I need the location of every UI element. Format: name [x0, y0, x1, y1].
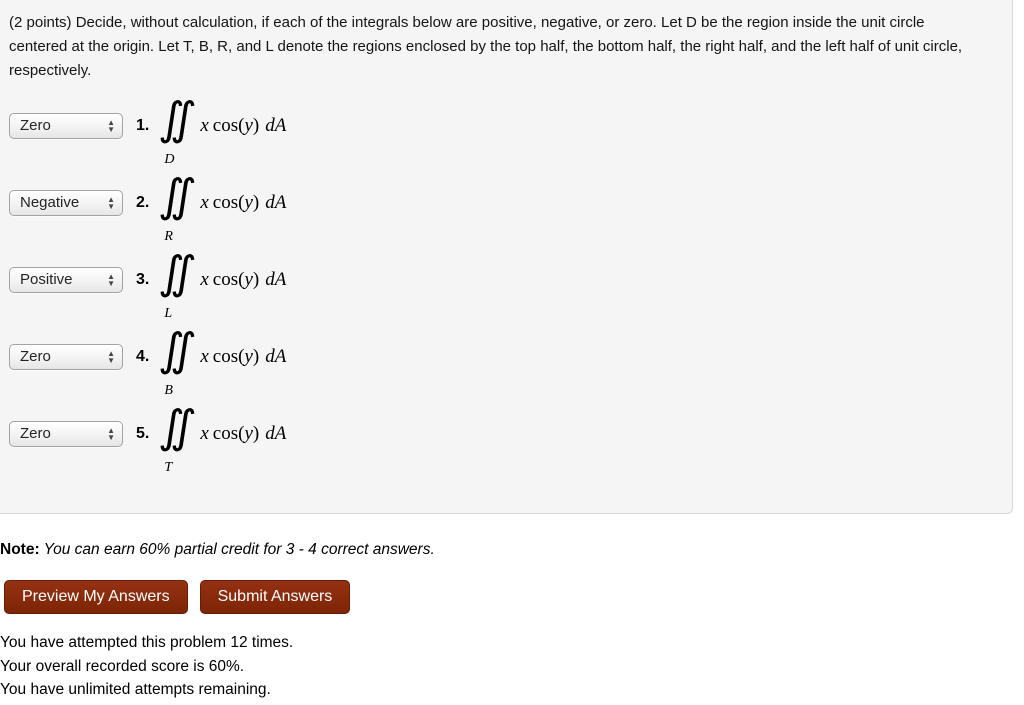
note-label: Note: — [0, 541, 40, 558]
integral-region-4: B — [164, 383, 173, 398]
integrand-5: x cos(y) dA — [200, 422, 287, 444]
attempts-remaining-line: You have unlimited attempts remaining. — [0, 681, 271, 698]
double-integral-4 — [157, 318, 199, 398]
arrow-down-icon: ▼ — [107, 355, 115, 365]
double-integral-icon: ∬ — [157, 92, 199, 145]
answer-select-2-value: Negative — [20, 194, 80, 211]
integral-row-2 — [9, 164, 982, 244]
double-integral-icon: ∬ — [157, 169, 199, 222]
question-number-3: 3. — [136, 270, 150, 288]
double-integral-5 — [157, 395, 199, 475]
integral-region-2: R — [164, 229, 173, 244]
double-integral-3 — [157, 241, 199, 321]
arrow-down-icon: ▼ — [107, 201, 115, 211]
answer-select-3-value: Positive — [20, 271, 73, 288]
answer-select-2[interactable] — [9, 190, 123, 216]
preview-answers-button[interactable]: Preview My Answers — [4, 580, 188, 614]
answer-select-4-value: Zero — [20, 348, 51, 365]
select-arrows-icon — [107, 427, 115, 441]
arrow-up-icon: ▲ — [107, 425, 115, 435]
double-integral-2 — [157, 164, 199, 244]
form-buttons — [4, 580, 350, 614]
problem-statement: (2 points) Decide, without calculation, if each of the integrals below are positive, negative, or zero. Let D be the region inside the unit circle centered at the origin. Let T, B, R, and L denote the regions enclosed by the top half, the bottom half, the right half, and the left half of unit circle, respectively. — [9, 14, 963, 79]
question-number-1: 1. — [136, 116, 150, 134]
recorded-score-line: Your overall recorded score is 60%. — [0, 657, 245, 675]
question-number-4: 4. — [136, 347, 150, 365]
integrand-2: x cos(y) dA — [200, 191, 287, 213]
integrand-4: x cos(y) dA — [200, 345, 287, 367]
integral-list — [9, 87, 982, 475]
integral-row-3 — [9, 241, 982, 321]
integral-region-5: T — [164, 460, 173, 475]
arrow-up-icon: ▲ — [107, 117, 115, 127]
arrow-up-icon: ▲ — [107, 194, 115, 204]
attempt-status — [0, 631, 293, 702]
answer-select-1[interactable] — [9, 113, 123, 139]
integral-row-1 — [9, 87, 982, 167]
double-integral-icon: ∬ — [157, 323, 199, 376]
double-integral-icon: ∬ — [157, 246, 199, 299]
integral-region-1: D — [164, 152, 175, 167]
select-arrows-icon — [107, 196, 115, 210]
select-arrows-icon — [107, 119, 115, 133]
double-integral-icon: ∬ — [157, 400, 199, 453]
submit-answers-button[interactable]: Submit Answers — [200, 580, 351, 614]
select-arrows-icon — [107, 273, 115, 287]
answer-select-3[interactable] — [9, 267, 123, 293]
arrow-up-icon: ▲ — [107, 348, 115, 358]
answer-select-5[interactable] — [9, 421, 123, 447]
select-arrows-icon — [107, 350, 115, 364]
arrow-down-icon: ▼ — [107, 124, 115, 134]
arrow-up-icon: ▲ — [107, 271, 115, 281]
answer-select-4[interactable] — [9, 344, 123, 370]
note-text: You can earn 60% partial credit for 3 - 4 correct answers. — [39, 541, 435, 558]
answer-select-5-value: Zero — [20, 425, 51, 442]
integral-region-3: L — [164, 306, 173, 321]
integrand-3: x cos(y) dA — [200, 268, 287, 290]
question-number-2: 2. — [136, 193, 150, 211]
integral-row-5 — [9, 395, 982, 475]
arrow-down-icon: ▼ — [107, 432, 115, 442]
answer-select-1-value: Zero — [20, 117, 51, 134]
integrand-1: x cos(y) dA — [200, 114, 287, 136]
integral-row-4 — [9, 318, 982, 398]
question-number-5: 5. — [136, 424, 150, 442]
double-integral-1 — [157, 87, 199, 167]
attempts-count-line: You have attempted this problem 12 times. — [0, 634, 294, 651]
partial-credit-note — [0, 541, 435, 559]
arrow-down-icon: ▼ — [107, 278, 115, 288]
